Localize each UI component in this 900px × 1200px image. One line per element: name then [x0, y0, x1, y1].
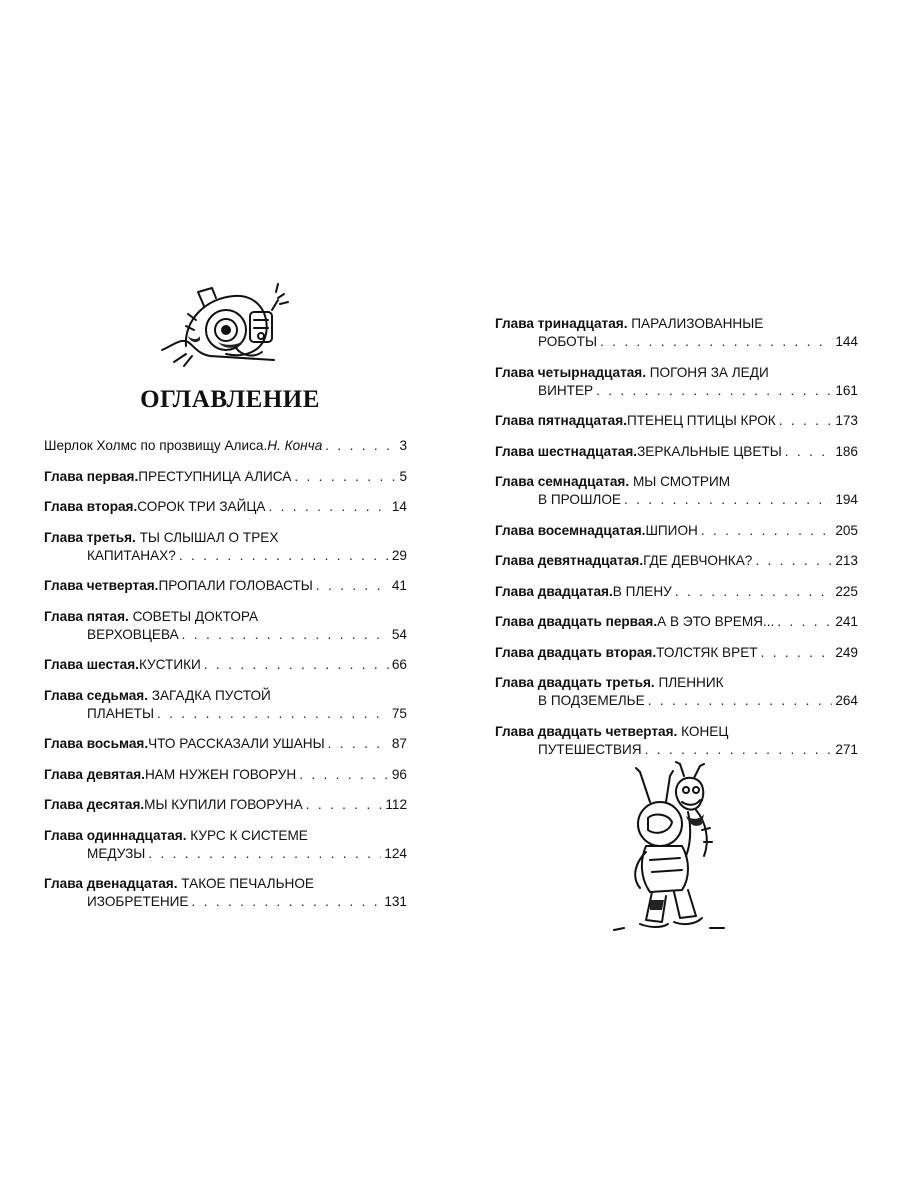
chapter-title: ПЛЕННИК	[658, 675, 724, 690]
chapter-page-number: 54	[391, 626, 407, 642]
chapter-title: СОРОК ТРИ ЗАЙЦА	[137, 499, 266, 514]
toc-entry-intro	[44, 437, 407, 455]
chapter-label: Глава двадцать третья.	[495, 675, 655, 690]
chapter-title: ПОГОНЯ ЗА ЛЕДИ	[649, 364, 769, 380]
toc-entry	[495, 522, 858, 540]
chapter-label: Глава восемнадцатая.	[495, 522, 646, 538]
dot-leader	[328, 735, 389, 753]
dot-leader	[157, 705, 389, 723]
chapter-page-number: 173	[835, 413, 858, 428]
chapter-title: КУРС К СИСТЕМЕ	[190, 827, 308, 843]
chapter-page-number: 249	[835, 644, 858, 660]
chapter-title: ГДЕ ДЕВЧОНКА?	[643, 553, 753, 568]
chapter-label: Глава десятая.	[44, 797, 145, 812]
chapter-label: Глава девятая.	[44, 766, 145, 782]
chapter-label: Глава четырнадцатая.	[495, 364, 646, 380]
dot-leader	[306, 796, 383, 814]
chapter-title: ПТЕНЕЦ ПТИЦЫ КРОК	[626, 413, 776, 428]
intro-author: Н. Кончa	[267, 438, 323, 453]
chapter-title-continuation: КАПИТАНАХ?	[87, 547, 176, 563]
chapter-label: Глава пятнадцатая.	[495, 413, 627, 428]
toc-entry	[495, 613, 858, 631]
chapter-title: ЗЕРКАЛЬНЫЕ ЦВЕТЫ	[637, 443, 782, 459]
toc-right-column	[495, 315, 858, 771]
dot-leader	[269, 498, 389, 516]
chapter-label: Глава четвертая.	[44, 578, 159, 593]
intro-page-number: 3	[399, 438, 407, 453]
chapter-page-number: 241	[835, 614, 858, 629]
chapter-title: В ПЛЕНУ	[612, 583, 672, 599]
chapter-title: МЫ КУПИЛИ ГОВОРУНА	[144, 797, 303, 812]
chapter-label: Глава двенадцатая.	[44, 876, 178, 891]
chapter-label: Глава шестнадцатая.	[495, 443, 638, 459]
toc-entry	[495, 583, 858, 601]
toc-entry	[44, 529, 407, 565]
chapter-page-number: 264	[835, 693, 858, 708]
dot-leader	[761, 644, 833, 662]
chapter-page-number: 66	[391, 657, 407, 672]
right-page	[450, 0, 900, 1200]
chapter-title: ЗАГАДКА ПУСТОЙ	[151, 687, 271, 703]
astronaut-with-creature-illustration-icon	[610, 760, 750, 940]
chapter-label: Глава двадцать первая.	[495, 614, 658, 629]
toc-entry	[495, 364, 858, 400]
chapter-page-number: 271	[835, 741, 858, 757]
dot-leader	[182, 626, 389, 644]
chapter-title-continuation: В ПРОШЛОЕ	[538, 492, 621, 507]
chapter-title: ТЫ СЛЫШАЛ О ТРЕХ	[139, 529, 279, 545]
dot-leader	[624, 491, 832, 509]
chapter-title-continuation: ВИНТЕР	[538, 382, 594, 398]
chapter-title: ПРОПАЛИ ГОЛОВАСТЫ	[158, 578, 313, 593]
chapter-label: Глава первая.	[44, 468, 139, 484]
chapter-title: ТОЛСТЯК ВРЕТ	[656, 644, 758, 660]
chapter-page-number: 194	[835, 492, 858, 507]
chapter-label: Глава семнадцатая.	[495, 474, 630, 489]
chapter-page-number: 14	[391, 499, 407, 514]
chapter-title: А В ЭТО ВРЕМЯ...	[657, 614, 775, 629]
chapter-page-number: 5	[399, 468, 407, 484]
toc-entry	[495, 552, 858, 570]
dot-leader	[148, 845, 381, 863]
chapter-title: НАМ НУЖЕН ГОВОРУН	[144, 766, 297, 782]
dot-leader	[316, 577, 389, 595]
dot-leader	[294, 468, 396, 486]
chapter-page-number: 225	[835, 583, 858, 599]
dot-leader	[299, 766, 389, 784]
toc-entry	[495, 412, 858, 430]
chapter-title: ПАРАЛИЗОВАННЫЕ	[631, 316, 764, 331]
chapter-page-number: 41	[391, 578, 407, 593]
chapter-title-continuation: РОБОТЫ	[538, 334, 598, 349]
toc-left-column	[44, 437, 407, 924]
dot-leader	[779, 412, 833, 430]
robot-snail-illustration-icon	[158, 280, 303, 370]
dot-leader	[648, 692, 833, 710]
chapter-title-continuation: ИЗОБРЕТЕНИЕ	[87, 894, 189, 909]
chapter-page-number: 112	[385, 797, 407, 812]
chapter-label: Глава пятая.	[44, 608, 129, 624]
intro-text: Шерлок Холмс по прозвищу Алиса.	[44, 438, 268, 453]
toc-entry	[44, 498, 407, 516]
dot-leader	[701, 522, 832, 540]
toc-entry	[495, 723, 858, 759]
dot-leader	[179, 547, 389, 565]
toc-entry	[44, 875, 407, 911]
toc-entry	[44, 468, 407, 486]
chapter-title: ТАКОЕ ПЕЧАЛЬНОЕ	[181, 876, 314, 891]
chapter-label: Глава двадцать вторая.	[495, 644, 657, 660]
chapter-page-number: 186	[835, 443, 858, 459]
chapter-page-number: 124	[384, 845, 407, 861]
chapter-title-continuation: ПУТЕШЕСТВИЯ	[538, 741, 642, 757]
chapter-label: Глава шестая.	[44, 657, 139, 672]
dot-leader	[755, 552, 832, 570]
chapter-label: Глава вторая.	[44, 499, 138, 514]
chapter-page-number: 29	[391, 547, 407, 563]
chapter-page-number: 144	[835, 334, 858, 349]
toc-entry	[44, 735, 407, 753]
chapter-label: Глава тринадцатая.	[495, 316, 628, 331]
chapter-label: Глава двадцать четвертая.	[495, 723, 678, 739]
chapter-title: КУСТИКИ	[138, 657, 201, 672]
toc-entry	[495, 473, 858, 509]
chapter-title: ШПИОН	[645, 522, 698, 538]
chapter-label: Глава третья.	[44, 529, 136, 545]
chapter-label: Глава девятнадцатая.	[495, 553, 644, 568]
chapter-page-number: 213	[835, 553, 858, 568]
chapter-title-continuation: ПЛАНЕТЫ	[87, 705, 154, 721]
toc-entry	[495, 674, 858, 710]
toc-entry	[44, 827, 407, 863]
dot-leader	[204, 656, 389, 674]
dot-leader	[600, 333, 832, 351]
chapter-title-continuation: В ПОДЗЕМЕЛЬЕ	[538, 693, 645, 708]
toc-entry	[495, 315, 858, 351]
dot-leader	[191, 893, 381, 911]
dot-leader	[645, 741, 833, 759]
dot-leader	[785, 443, 833, 461]
chapter-title-continuation: МЕДУЗЫ	[87, 845, 146, 861]
dot-leader	[325, 437, 396, 455]
toc-entry	[495, 644, 858, 662]
chapter-title: МЫ СМОТРИМ	[632, 474, 731, 489]
chapter-page-number: 131	[384, 894, 407, 909]
toc-entry	[44, 656, 407, 674]
chapter-page-number: 96	[391, 766, 407, 782]
chapter-page-number: 161	[835, 382, 858, 398]
toc-title: ОГЛАВЛЕНИЕ	[140, 386, 320, 413]
chapter-title: ПРЕСТУПНИЦА АЛИСА	[138, 468, 292, 484]
dot-leader	[596, 382, 832, 400]
dot-leader	[675, 583, 833, 601]
chapter-label: Глава одиннадцатая.	[44, 827, 187, 843]
toc-entry	[44, 577, 407, 595]
chapter-page-number: 205	[835, 522, 858, 538]
toc-entry	[44, 766, 407, 784]
chapter-title-continuation: ВЕРХОВЦЕВА	[87, 626, 179, 642]
chapter-page-number: 87	[391, 736, 407, 751]
toc-entry	[44, 796, 407, 814]
chapter-label: Глава седьмая.	[44, 687, 148, 703]
toc-entry	[495, 443, 858, 461]
chapter-page-number: 75	[391, 705, 407, 721]
chapter-title: ЧТО РАССКАЗАЛИ УШАНЫ	[148, 736, 325, 751]
chapter-label: Глава двадцатая.	[495, 583, 613, 599]
chapter-title: СОВЕТЫ ДОКТОРА	[132, 608, 259, 624]
toc-entry	[44, 687, 407, 723]
dot-leader	[777, 613, 832, 631]
toc-entry	[44, 608, 407, 644]
chapter-label: Глава восьмая.	[44, 736, 149, 751]
chapter-title: КОНЕЦ	[681, 723, 729, 739]
